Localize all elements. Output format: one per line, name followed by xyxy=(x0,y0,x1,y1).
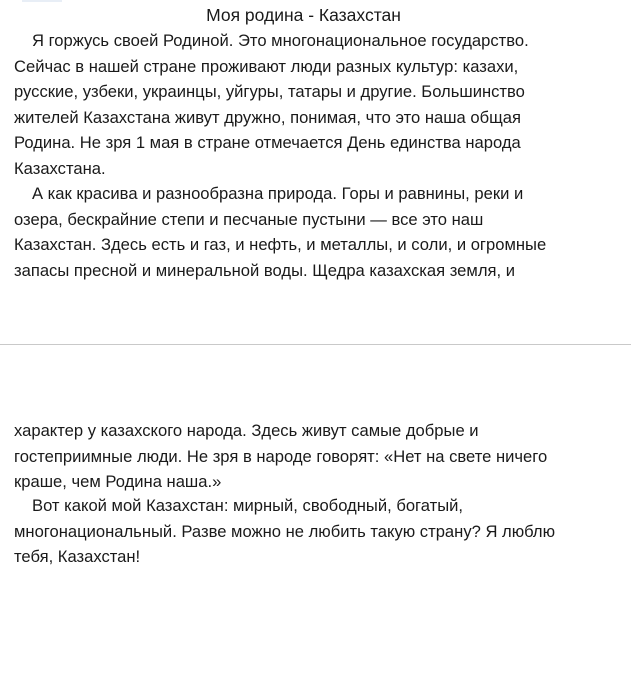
text-line: многонациональный. Разве можно не любить такую страну? Я люблю xyxy=(14,521,556,541)
text-line: характер у казахского народа. Здесь живут самые добрые и xyxy=(14,421,479,440)
text-line: Родина. Не зря 1 мая в стране отмечается День единства народа xyxy=(14,133,521,153)
document-title-text: Моя родина - Казахстан xyxy=(206,5,401,25)
text-line: жителей Казахстана живут дружно, понимая, что это наша общая xyxy=(14,107,521,127)
text-line: гостеприимные люди. Не зря в народе говорят: «Нет на свете ничего xyxy=(14,446,548,466)
page-corner-mark xyxy=(22,0,62,2)
paragraph-pride xyxy=(14,28,620,182)
page-gap xyxy=(0,318,631,346)
text-line: краше, чем Родина наша.» xyxy=(14,472,222,492)
text-line: запасы пресной и минеральной воды. Щедра казахская земля, и xyxy=(14,260,515,280)
document-page-1 xyxy=(0,0,631,318)
text-line: озера, бескрайние степи и песчаные пустыни — все это наш xyxy=(14,209,484,229)
text-line: Казахстана. xyxy=(14,158,106,178)
text-line: Сейчас в нашей стране проживают люди разных культур: казахи, xyxy=(14,56,519,76)
paragraph-nature xyxy=(14,181,620,283)
text-line: тебя, Казахстан! xyxy=(14,547,141,567)
document-title xyxy=(0,3,631,27)
text-line: Вот какой мой Казахстан: мирный, свободный, богатый, xyxy=(32,496,464,515)
text-line: Казахстан. Здесь есть и газ, и нефть, и металлы, и соли, и огромные xyxy=(14,235,547,255)
paragraph-character xyxy=(14,418,620,495)
page-divider xyxy=(0,344,631,345)
document-page-2 xyxy=(0,346,631,687)
text-line: русские, узбеки, украинцы, уйгуры, татары и другие. Большинство xyxy=(14,82,525,102)
text-line: А как красива и разнообразна природа. Горы и равнины, реки и xyxy=(32,184,524,203)
text-line: Я горжусь своей Родиной. Это многонациональное государство. xyxy=(32,31,529,50)
paragraph-conclusion xyxy=(14,493,620,570)
